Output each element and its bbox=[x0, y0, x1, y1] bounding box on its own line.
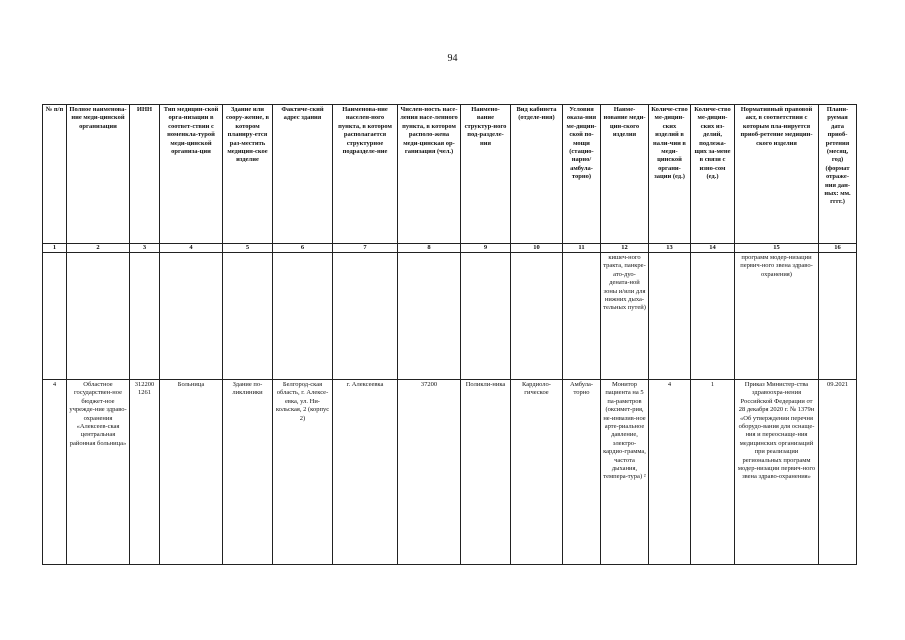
header-cell: Фактиче-ский адрес здания bbox=[273, 105, 333, 244]
column-number: 16 bbox=[819, 244, 857, 253]
page-number: 94 bbox=[447, 53, 458, 64]
column-number: 3 bbox=[130, 244, 160, 253]
table-cell bbox=[649, 253, 691, 380]
header-cell: Наимено-вание структур-ного под-разделе-ния bbox=[461, 105, 511, 244]
header-cell: Наиме-нование меди-цин-ского изделия bbox=[601, 105, 649, 244]
purchase-date-cell: 09.2021 bbox=[819, 380, 857, 565]
table-cell bbox=[398, 253, 461, 380]
row-number-cell: 4 bbox=[43, 380, 67, 565]
devices-available-cell: 4 bbox=[649, 380, 691, 565]
devices-replace-cell: 1 bbox=[691, 380, 735, 565]
column-number: 8 bbox=[398, 244, 461, 253]
table-cell bbox=[273, 253, 333, 380]
header-cell: № п/п bbox=[43, 105, 67, 244]
table-cell bbox=[43, 253, 67, 380]
column-number: 10 bbox=[511, 244, 563, 253]
legal-act-cell: Приказ Министер-ства здравоохра-нения Российской Федерации от 28 декабря 2020 г. № 1379н «Об утверждении перечня оборудо-вания для оснаще-ния и переоснаще-ния медицинских организаций при реализации региональных программ модер-низации первич-ного звена здраво-охранения» bbox=[735, 380, 819, 565]
column-number: 4 bbox=[160, 244, 223, 253]
subdivision-cell: Поликли-ника bbox=[461, 380, 511, 565]
legal-act-cell: программ модер-низации первич-ного звена здраво-охранения) bbox=[735, 253, 819, 380]
column-number: 13 bbox=[649, 244, 691, 253]
header-cell: Плани-руемая дата приоб-ретения (месяц, год) (формат отраже-ния дан-ных: мм. гггг.) bbox=[819, 105, 857, 244]
column-number: 15 bbox=[735, 244, 819, 253]
settlement-cell: г. Алексеевка bbox=[333, 380, 398, 565]
care-conditions-cell: Амбула-торно bbox=[563, 380, 601, 565]
cabinet-type-cell: Кардиоло-гическое bbox=[511, 380, 563, 565]
inn-cell: 312200 1261 bbox=[130, 380, 160, 565]
organization-name-cell: Областное государствен-ное бюджет-ное учрежде-ние здраво-охранения «Алексеев-ская центральная районная больница» bbox=[67, 380, 130, 565]
header-cell: Числен-ность насе-ления насе-ленного пункта, в котором располо-жена меди-цинская ор-ганизация (чел.) bbox=[398, 105, 461, 244]
header-cell: ИНН bbox=[130, 105, 160, 244]
column-number: 6 bbox=[273, 244, 333, 253]
column-number: 7 bbox=[333, 244, 398, 253]
header-cell: Наименова-ние населен-ного пункта, в котором располагается структурное подразделе-ние bbox=[333, 105, 398, 244]
table-cell bbox=[691, 253, 735, 380]
column-number: 5 bbox=[223, 244, 273, 253]
population-cell: 37200 bbox=[398, 380, 461, 565]
address-cell: Белгород-ская область, г. Алексе-евка, ул. Ни-кольская, 2 (корпус 2) bbox=[273, 380, 333, 565]
table-cell bbox=[160, 253, 223, 380]
header-cell: Вид кабинета (отделе-ния) bbox=[511, 105, 563, 244]
header-cell: Количе-ство ме-дицин-ских из-делий, подлежа-щих за-мене в связи с изно-сом (ед.) bbox=[691, 105, 735, 244]
header-cell: Здание или соору-жение, в котором планиру-ется раз-местить медицин-ское изделие bbox=[223, 105, 273, 244]
table-cell bbox=[511, 253, 563, 380]
table-cell bbox=[67, 253, 130, 380]
column-number: 14 bbox=[691, 244, 735, 253]
header-cell: Условия оказа-ния ме-дицин-ской по-мощи (стацио-нарно/ амбула-торно) bbox=[563, 105, 601, 244]
table-cell bbox=[223, 253, 273, 380]
table-cell bbox=[563, 253, 601, 380]
building-cell: Здание по-ликлиники bbox=[223, 380, 273, 565]
organization-type-cell: Больница bbox=[160, 380, 223, 565]
column-number: 9 bbox=[461, 244, 511, 253]
table-cell bbox=[130, 253, 160, 380]
table-cell bbox=[333, 253, 398, 380]
column-number: 1 bbox=[43, 244, 67, 253]
table-cell bbox=[461, 253, 511, 380]
device-name-cell: Монитор пациента на 5 па-раметров (оксимет-рия, не-инвазив-ное арте-риальное давление, электро-кардио-грамма, частота дыхания, темпера-тура) ² bbox=[601, 380, 649, 565]
header-cell: Тип медицин-ской орга-низации в соответ-ствии с номенкла-турой меди-цинской организа-ции bbox=[160, 105, 223, 244]
column-number: 11 bbox=[563, 244, 601, 253]
table-cell bbox=[819, 253, 857, 380]
column-number: 2 bbox=[67, 244, 130, 253]
table-header-row bbox=[43, 105, 857, 244]
column-number-row bbox=[43, 244, 857, 253]
table-row-continuation bbox=[43, 253, 857, 380]
device-name-cell: кишеч-ного тракта, панкре-ато-дуо-дената-ной зоны и/или для нижних дыха-тельных путей) bbox=[601, 253, 649, 380]
header-cell: Полное наименова-ние меди-цинской организации bbox=[67, 105, 130, 244]
column-number: 12 bbox=[601, 244, 649, 253]
table-row bbox=[43, 380, 857, 565]
header-cell: Количе-ство ме-дицин-ских изделий в нали-чии в меди-цинской органи-зации (ед.) bbox=[649, 105, 691, 244]
equipment-table bbox=[42, 104, 857, 565]
header-cell: Нормативный правовой акт, в соответствии с которым пла-нируется приоб-ретение медицин-ского изделия bbox=[735, 105, 819, 244]
